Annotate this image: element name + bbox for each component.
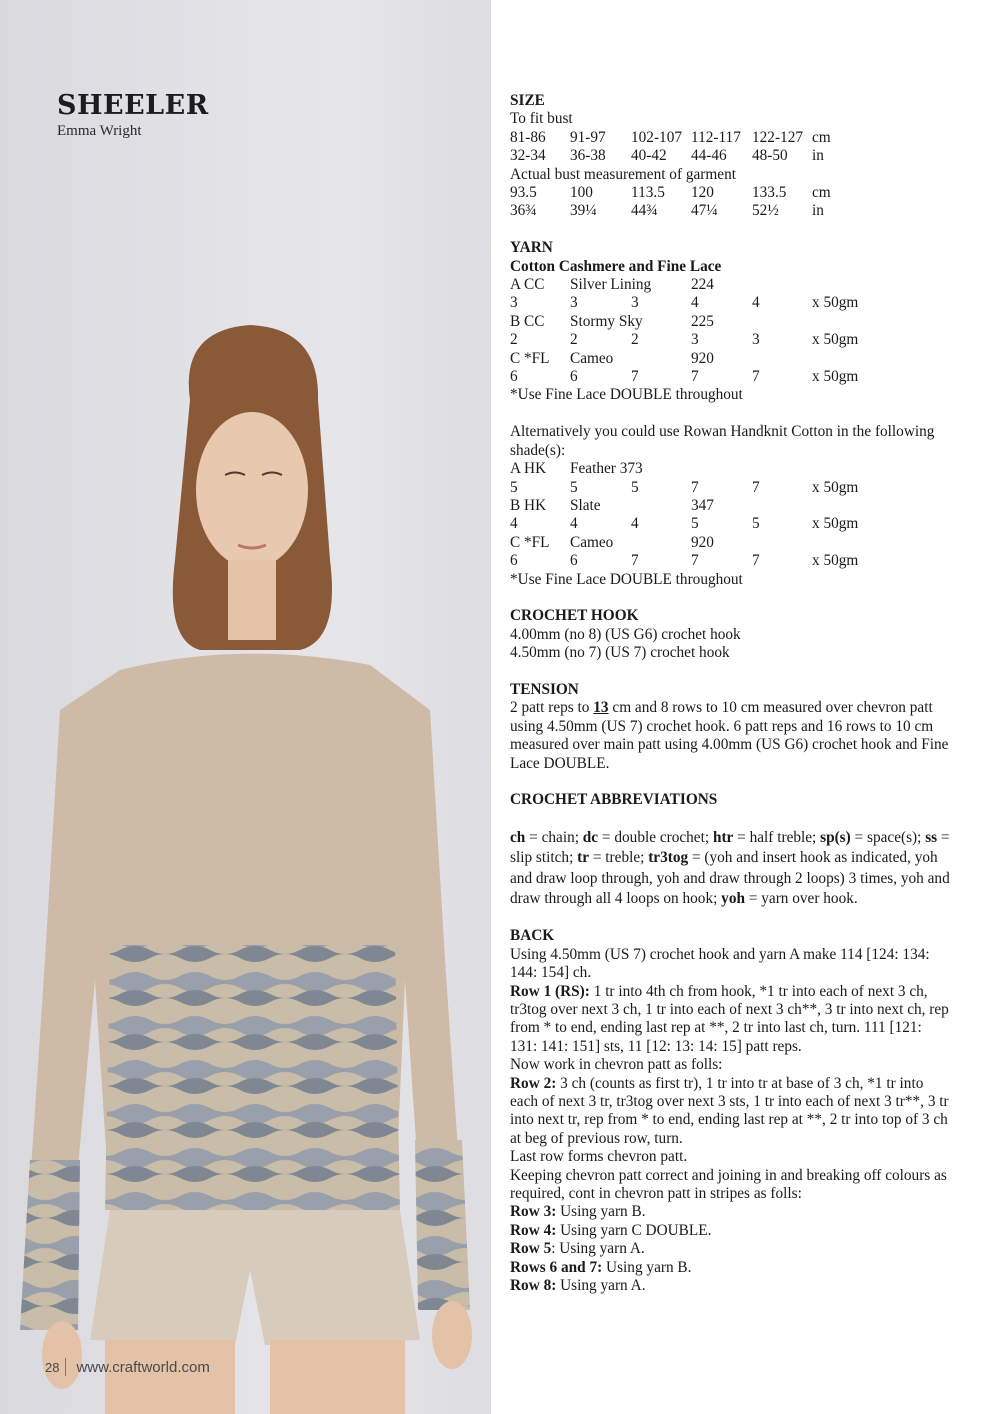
table-cell: 93.5: [510, 184, 537, 202]
table-cell: 32-34: [510, 147, 546, 165]
table-cell: 6: [570, 552, 578, 570]
table-cell: [691, 460, 752, 478]
page-footer: [45, 1358, 210, 1376]
stripe-row: Rows 6 and 7: Using yarn B.: [510, 1258, 692, 1276]
table-cell: [752, 497, 812, 515]
abbreviation-term: tr3tog: [648, 849, 689, 867]
table-cell: 3: [691, 331, 699, 349]
table-cell: 4: [691, 294, 699, 312]
abbreviation-definition: = chain;: [525, 829, 583, 847]
shorts-shape: [90, 1210, 420, 1345]
table-cell: C *FL: [510, 533, 550, 551]
table-cell: [631, 497, 691, 515]
table-cell: Cameo: [570, 533, 614, 551]
abbreviation-definition: = treble;: [589, 849, 649, 867]
table-cell: cm: [812, 184, 831, 202]
back-last-row: Last row forms chevron patt.: [510, 1148, 688, 1166]
table-cell: 347: [691, 496, 714, 514]
table-cell: in: [812, 147, 824, 165]
website-link[interactable]: www.craftworld.com: [76, 1359, 210, 1376]
back-heading: BACK: [510, 927, 555, 945]
table-cell: [752, 460, 812, 478]
table-cell: B HK: [510, 496, 547, 514]
table-cell: 40-42: [631, 147, 667, 165]
abbreviation-definition: = slip stitch;: [510, 829, 950, 867]
table-cell: 91-97: [570, 128, 606, 146]
table-cell: B CC: [510, 312, 545, 330]
table-cell: 224: [691, 276, 714, 294]
model-illustration: [0, 0, 491, 1414]
table-cell: 5: [752, 515, 760, 533]
table-cell: 133.5: [752, 184, 787, 202]
table-cell: 5: [691, 515, 699, 533]
back-chevron-intro: Now work in chevron patt as folls:: [510, 1056, 723, 1074]
model-photo: [0, 0, 491, 1414]
table-cell: 3: [510, 294, 518, 312]
table-cell: [631, 534, 691, 552]
table-cell: 120: [691, 184, 714, 202]
table-cell: 3: [570, 294, 578, 312]
yarn-row: [510, 497, 950, 515]
size-row: [510, 184, 950, 202]
abbreviations-text: [510, 828, 950, 909]
table-cell: 920: [691, 349, 714, 367]
yarn-alt-text: Alternatively you could use Rowan Handknit Cotton in the following shade(s):: [510, 423, 935, 459]
table-cell: 102-107: [631, 128, 682, 146]
table-cell: [752, 534, 812, 552]
yarn-row: [510, 350, 950, 368]
page-number: 28: [45, 1360, 60, 1375]
table-cell: 48-50: [752, 147, 788, 165]
size-table: [510, 129, 950, 166]
table-cell: x 50gm: [812, 331, 859, 349]
table-cell: 81-86: [510, 128, 546, 146]
table-cell: 920: [691, 533, 714, 551]
table-cell: 36-38: [570, 147, 606, 165]
table-cell: 47¼: [691, 202, 718, 220]
size-heading: SIZE: [510, 92, 545, 109]
back-keeping: Keeping chevron patt correct and joining in and breaking off colours as required, cont in chevron patt in stripes as folls:: [510, 1166, 947, 1203]
abbreviation-definition: = (yoh and insert hook as indicated, yoh and draw loop through, yoh and draw through 2 loops) 3 times, yoh and draw through all 4 loops on hook;: [510, 849, 950, 907]
table-cell: 3: [752, 331, 760, 349]
table-cell: C *FL: [510, 349, 550, 367]
abbreviation-definition: = half treble;: [733, 829, 821, 847]
table-cell: 6: [510, 368, 518, 386]
table-cell: 7: [631, 368, 639, 386]
table-cell: 6: [510, 552, 518, 570]
table-cell: 3: [631, 294, 639, 312]
table-cell: 5: [631, 478, 639, 496]
table-cell: 4: [631, 515, 639, 533]
size-fit-label: To fit bust: [510, 110, 573, 128]
table-cell: 100: [570, 184, 593, 202]
page-title: SHEELER: [57, 90, 209, 121]
table-cell: Slate: [570, 496, 601, 514]
yarn-row: [510, 294, 950, 312]
table-cell: 113.5: [631, 184, 665, 202]
table-cell: 4: [752, 294, 760, 312]
table-cell: cm: [812, 128, 831, 146]
table-cell: [752, 276, 812, 294]
table-cell: [631, 460, 691, 478]
abbreviation-term: ch: [510, 829, 526, 847]
table-cell: 5: [570, 478, 578, 496]
stripe-row: Row 8: Using yarn A.: [510, 1277, 646, 1295]
yarn-row: [510, 552, 950, 570]
hook-line: 4.50mm (no 7) (US 7) crochet hook: [510, 644, 730, 662]
abbreviation-term: tr: [577, 849, 590, 867]
abbreviation-term: dc: [582, 829, 599, 847]
yarn-row: [510, 515, 950, 533]
abbreviation-term: htr: [712, 829, 734, 847]
actual-size-table: [510, 184, 950, 221]
table-cell: 122-127: [752, 128, 803, 146]
table-cell: 4: [570, 515, 578, 533]
stripe-row: Row 4: Using yarn C DOUBLE.: [510, 1221, 712, 1239]
table-cell: 2: [510, 331, 518, 349]
abbreviation-definition: = double crochet;: [598, 829, 713, 847]
yarn-table: [510, 276, 950, 386]
tension-heading: TENSION: [510, 680, 579, 698]
table-cell: 2: [570, 331, 578, 349]
footer-divider: [65, 1358, 66, 1376]
stripe-row: Row 5: Using yarn A.: [510, 1240, 645, 1258]
tension-text: 2 patt reps to 13 cm and 8 rows to 10 cm measured over chevron patt using 4.50mm (US 7) crochet hook. 6 patt reps and 16 rows to 10 cm measured over main patt using 4.00mm (US G6) crochet hook and Fine Lace DOUBLE.: [510, 699, 949, 772]
yarn-row: [510, 368, 950, 386]
table-cell: 7: [691, 368, 699, 386]
table-cell: [752, 313, 812, 331]
yarn-note: *Use Fine Lace DOUBLE throughout: [510, 386, 743, 404]
table-cell: 4: [510, 515, 518, 533]
table-cell: 52½: [752, 202, 779, 220]
table-cell: Stormy Sky: [570, 312, 643, 330]
hook-heading: CROCHET HOOK: [510, 607, 639, 625]
table-cell: Cameo: [570, 349, 614, 367]
yarn-row: [510, 276, 950, 294]
table-cell: 36¾: [510, 202, 537, 220]
designer-name: Emma Wright: [57, 123, 142, 139]
abbreviations-heading: CROCHET ABBREVIATIONS: [510, 791, 718, 809]
back-row-1: Row 1 (RS): 1 tr into 4th ch from hook, *1 tr into each of next 3 ch, tr3tog over next 3 ch, 1 tr into each of next 3 ch**, 3 tr into next ch, rep from * to end, ending last rep at **, 2 tr into last ch, turn. 111 [121: 131: 141: 151] sts, 11 [12: 13: 14: 15] patt reps.: [510, 982, 949, 1055]
abbreviation-term: sp(s): [820, 829, 851, 847]
table-cell: 7: [691, 552, 699, 570]
yarn-alt-note: *Use Fine Lace DOUBLE throughout: [510, 570, 743, 588]
size-actual-label: Actual bust measurement of garment: [510, 165, 736, 183]
table-cell: Feather 373: [570, 460, 643, 478]
yarn-subheading: Cotton Cashmere and Fine Lace: [510, 257, 722, 275]
table-cell: 225: [691, 312, 714, 330]
size-row: [510, 202, 950, 220]
table-cell: A HK: [510, 460, 547, 478]
table-cell: A CC: [510, 276, 545, 294]
table-cell: [631, 350, 691, 368]
table-cell: x 50gm: [812, 294, 859, 312]
yarn-heading: YARN: [510, 239, 553, 257]
table-cell: 112-117: [691, 128, 741, 146]
table-cell: 6: [570, 368, 578, 386]
table-cell: in: [812, 202, 824, 220]
table-cell: 44-46: [691, 147, 727, 165]
back-row-2: Row 2: 3 ch (counts as first tr), 1 tr into tr at base of 3 ch, *1 tr into each of next 3 tr, tr3tog over next 3 sts, 1 tr into each of next 3 tr**, 3 tr into next tr, rep from * to end, ending last rep at **, 2 tr into top of 3 ch at beg of previous row, turn.: [510, 1074, 949, 1147]
back-intro: Using 4.50mm (US 7) crochet hook and yarn A make 114 [124: 134: 144: 154] ch.: [510, 945, 930, 982]
yarn-row: [510, 313, 950, 331]
table-cell: x 50gm: [812, 515, 859, 533]
stripe-list: [510, 1203, 950, 1295]
table-cell: 7: [752, 368, 760, 386]
yarn-row: [510, 534, 950, 552]
pattern-text: [510, 92, 950, 1295]
yarn-alt-table: [510, 460, 950, 570]
face-shape: [196, 412, 308, 568]
abbreviation-definition: = yarn over hook.: [744, 889, 858, 907]
table-cell: 7: [691, 478, 699, 496]
hook-line: 4.00mm (no 8) (US G6) crochet hook: [510, 625, 741, 643]
yarn-row: [510, 460, 950, 478]
abbreviation-definition: = space(s);: [850, 829, 926, 847]
size-row: [510, 147, 950, 165]
table-cell: 7: [752, 552, 760, 570]
table-cell: 7: [631, 552, 639, 570]
table-cell: x 50gm: [812, 552, 859, 570]
table-cell: [631, 276, 691, 294]
table-cell: Silver Lining: [570, 276, 652, 294]
table-cell: [631, 313, 691, 331]
abbreviation-term: ss: [925, 829, 938, 847]
abbreviation-term: yoh: [721, 889, 745, 907]
table-cell: 5: [510, 478, 518, 496]
table-cell: [752, 350, 812, 368]
table-cell: 44¾: [631, 202, 658, 220]
yarn-row: [510, 479, 950, 497]
table-cell: 39¼: [570, 202, 597, 220]
size-row: [510, 129, 950, 147]
yarn-row: [510, 331, 950, 349]
table-cell: 2: [631, 331, 639, 349]
stripe-row: Row 3: Using yarn B.: [510, 1203, 646, 1221]
table-cell: x 50gm: [812, 478, 859, 496]
table-cell: 7: [752, 478, 760, 496]
table-cell: x 50gm: [812, 368, 859, 386]
